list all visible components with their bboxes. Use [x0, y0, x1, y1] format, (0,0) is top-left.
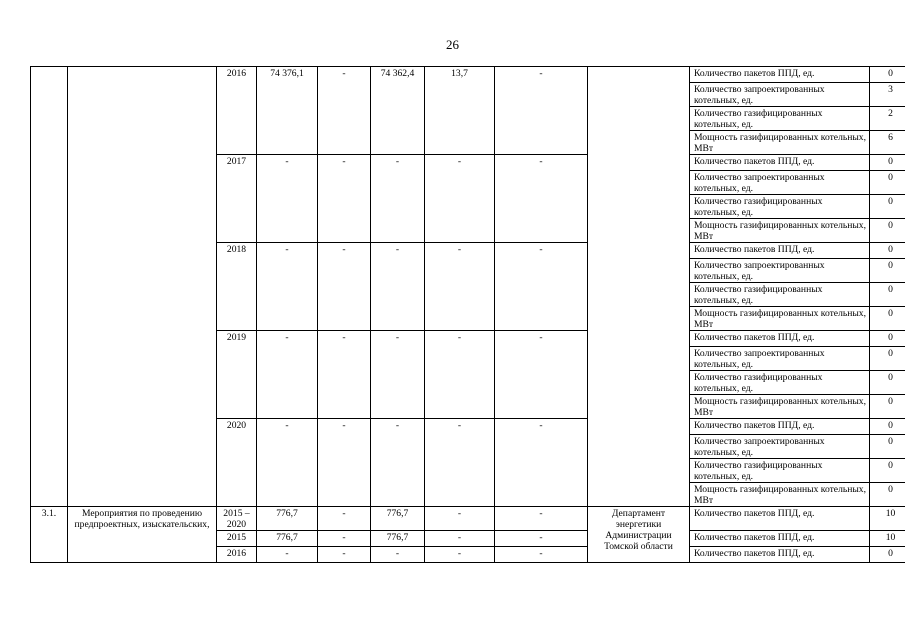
indicator-name: Количество запроектированных котельных, ед.: [690, 259, 870, 283]
indicator-name: Мощность газифицированных котельных, МВт: [690, 395, 870, 419]
funding-cell: -: [425, 531, 495, 547]
indicator-name: Количество газифицированных котельных, ед.: [690, 195, 870, 219]
funding-cell: -: [495, 243, 588, 331]
indicator-value: 0: [870, 195, 905, 219]
funding-cell: -: [318, 67, 371, 155]
table-row: [31, 507, 905, 531]
funding-cell: -: [495, 507, 588, 531]
indicator-value: 0: [870, 219, 905, 243]
funding-cell: -: [318, 419, 371, 507]
year-cell: 2015 – 2020: [217, 507, 257, 531]
year-cell: 2015: [217, 531, 257, 547]
indicator-name: Количество пакетов ППД, ед.: [690, 419, 870, 435]
indicator-value: 0: [870, 171, 905, 195]
funding-cell: -: [371, 155, 425, 243]
funding-cell: -: [425, 331, 495, 419]
indicator-name: Количество пакетов ППД, ед.: [690, 67, 870, 83]
funding-cell: -: [318, 507, 371, 531]
funding-cell: -: [318, 155, 371, 243]
funding-cell: -: [425, 419, 495, 507]
indicator-name: Количество запроектированных котельных, ед.: [690, 435, 870, 459]
funding-cell: 776,7: [371, 507, 425, 531]
funding-cell: -: [257, 547, 318, 563]
indicator-value: 0: [870, 371, 905, 395]
indicator-value: 0: [870, 243, 905, 259]
indicator-value: 0: [870, 155, 905, 171]
number-cell-continued: [31, 67, 68, 507]
indicator-value: 0: [870, 347, 905, 371]
indicator-value: 0: [870, 67, 905, 83]
title-cell-continued: [68, 67, 217, 507]
indicator-name: Количество газифицированных котельных, ед.: [690, 283, 870, 307]
funding-cell: -: [425, 547, 495, 563]
year-cell: 2019: [217, 331, 257, 419]
funding-cell: -: [318, 531, 371, 547]
indicator-value: 0: [870, 419, 905, 435]
funding-cell: -: [318, 547, 371, 563]
indicator-value: 6: [870, 131, 905, 155]
table-row: [31, 67, 905, 83]
indicator-name: Количество пакетов ППД, ед.: [690, 243, 870, 259]
funding-cell: 776,7: [257, 507, 318, 531]
indicator-value: 0: [870, 259, 905, 283]
program-table: [30, 66, 905, 563]
funding-cell: -: [495, 67, 588, 155]
year-cell: 2017: [217, 155, 257, 243]
funding-cell: -: [371, 331, 425, 419]
executor-cell-continued: [588, 67, 690, 507]
funding-cell: -: [371, 243, 425, 331]
indicator-value: 0: [870, 483, 905, 507]
funding-cell: 776,7: [257, 531, 318, 547]
indicator-name: Количество запроектированных котельных, ед.: [690, 171, 870, 195]
indicator-value: 0: [870, 547, 905, 563]
indicator-name: Количество пакетов ППД, ед.: [690, 155, 870, 171]
indicator-name: Количество пакетов ППД, ед.: [690, 531, 870, 547]
year-cell: 2020: [217, 419, 257, 507]
year-cell: 2018: [217, 243, 257, 331]
indicator-name: Количество пакетов ППД, ед.: [690, 547, 870, 563]
executor-cell: Департамент энергетики Администрации Томской области: [588, 507, 690, 563]
funding-cell: 13,7: [425, 67, 495, 155]
year-cell: 2016: [217, 547, 257, 563]
funding-cell: -: [495, 155, 588, 243]
funding-cell: -: [318, 331, 371, 419]
page-number: 26: [446, 37, 459, 52]
funding-cell: -: [425, 507, 495, 531]
indicator-name: Количество пакетов ППД, ед.: [690, 507, 870, 531]
funding-cell: -: [495, 419, 588, 507]
indicator-name: Количество запроектированных котельных, ед.: [690, 347, 870, 371]
funding-cell: 74 362,4: [371, 67, 425, 155]
section-number: 3.1.: [31, 507, 68, 563]
section-title: Мероприятия по проведению предпроектных, изыскательских,: [68, 507, 217, 563]
funding-cell: -: [425, 155, 495, 243]
funding-cell: -: [425, 243, 495, 331]
indicator-name: Мощность газифицированных котельных, МВт: [690, 483, 870, 507]
indicator-name: Количество газифицированных котельных, ед.: [690, 107, 870, 131]
indicator-name: Количество пакетов ППД, ед.: [690, 331, 870, 347]
indicator-value: 2: [870, 107, 905, 131]
funding-cell: -: [257, 331, 318, 419]
funding-cell: -: [318, 243, 371, 331]
indicator-value: 3: [870, 83, 905, 107]
funding-cell: 74 376,1: [257, 67, 318, 155]
indicator-name: Мощность газифицированных котельных, МВт: [690, 131, 870, 155]
indicator-value: 0: [870, 307, 905, 331]
indicator-value: 0: [870, 395, 905, 419]
indicator-value: 0: [870, 435, 905, 459]
funding-cell: 776,7: [371, 531, 425, 547]
indicator-name: Количество газифицированных котельных, ед.: [690, 459, 870, 483]
funding-cell: -: [257, 243, 318, 331]
indicator-name: Мощность газифицированных котельных, МВт: [690, 219, 870, 243]
indicator-name: Количество запроектированных котельных, ед.: [690, 83, 870, 107]
indicator-value: 0: [870, 331, 905, 347]
funding-cell: -: [495, 331, 588, 419]
indicator-value: 0: [870, 459, 905, 483]
indicator-value: 10: [870, 507, 905, 531]
year-cell: 2016: [217, 67, 257, 155]
funding-cell: -: [371, 547, 425, 563]
funding-cell: -: [257, 419, 318, 507]
indicator-name: Количество газифицированных котельных, ед.: [690, 371, 870, 395]
funding-cell: -: [257, 155, 318, 243]
indicator-name: Мощность газифицированных котельных, МВт: [690, 307, 870, 331]
funding-cell: -: [371, 419, 425, 507]
funding-cell: -: [495, 547, 588, 563]
indicator-value: 0: [870, 283, 905, 307]
funding-cell: -: [495, 531, 588, 547]
indicator-value: 10: [870, 531, 905, 547]
